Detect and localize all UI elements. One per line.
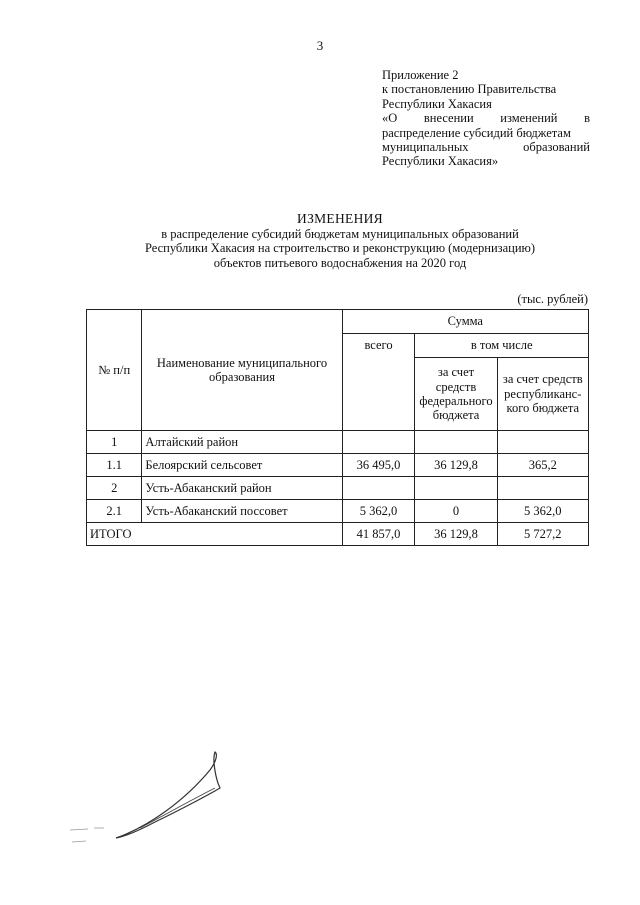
row-republic	[497, 477, 588, 500]
row-name: Усть-Абаканский район	[142, 477, 342, 500]
title-line: объектов питьевого водоснабжения на 2020 год	[213, 255, 467, 270]
page-number: 3	[316, 38, 324, 53]
title-heading: ИЗМЕНЕНИЯ	[297, 211, 383, 226]
appendix-line: к постановлению Правительства	[382, 82, 557, 97]
row-number: 1.1	[87, 454, 142, 477]
row-number: 2	[87, 477, 142, 500]
document-title	[80, 212, 600, 270]
row-federal	[415, 477, 497, 500]
row-total: 36 495,0	[342, 454, 415, 477]
appendix-block	[382, 68, 590, 169]
row-number: 1	[87, 431, 142, 454]
row-total	[342, 431, 415, 454]
totals-row	[87, 523, 589, 546]
header-number: № п/п	[87, 310, 142, 431]
units-label: (тыс. рублей)	[517, 292, 588, 306]
row-name: Усть-Абаканский поссовет	[142, 500, 342, 523]
appendix-line: Республики Хакасия»	[382, 154, 499, 169]
row-federal: 36 129,8	[415, 454, 497, 477]
row-federal	[415, 431, 497, 454]
title-line: Республики Хакасия на строительство и реконструкцию (модернизацию)	[144, 241, 536, 256]
row-federal: 0	[415, 500, 497, 523]
appendix-line: Республики Хакасия	[382, 96, 492, 111]
appendix-line: муниципальных образований	[382, 140, 590, 155]
row-republic: 365,2	[497, 454, 588, 477]
header-federal: за счет средств федерального бюджета	[415, 358, 497, 431]
header-sum: Сумма	[342, 310, 588, 334]
header-name: Наименование муниципального образования	[142, 310, 342, 431]
subsidy-table	[86, 309, 589, 546]
table-row	[87, 500, 589, 523]
appendix-line: Приложение 2	[382, 68, 459, 82]
title-line: в распределение субсидий бюджетам муниципальных образований	[161, 226, 519, 241]
header-including: в том числе	[415, 334, 589, 358]
totals-federal: 36 129,8	[415, 523, 497, 546]
appendix-line: «О внесении изменений в	[382, 111, 590, 126]
row-total: 5 362,0	[342, 500, 415, 523]
table-row	[87, 431, 589, 454]
row-number: 2.1	[87, 500, 142, 523]
handwritten-signature	[60, 740, 250, 865]
totals-label: ИТОГО	[87, 523, 343, 546]
totals-total: 41 857,0	[342, 523, 415, 546]
totals-republic: 5 727,2	[497, 523, 588, 546]
row-republic	[497, 431, 588, 454]
row-total	[342, 477, 415, 500]
header-republic: за счет средств республиканс-кого бюджета	[497, 358, 588, 431]
appendix-line: распределение субсидий бюджетам	[382, 125, 571, 140]
row-name: Алтайский район	[142, 431, 342, 454]
header-total: всего	[342, 334, 415, 431]
table-row	[87, 477, 589, 500]
table-row	[87, 454, 589, 477]
row-republic: 5 362,0	[497, 500, 588, 523]
row-name: Белоярский сельсовет	[142, 454, 342, 477]
